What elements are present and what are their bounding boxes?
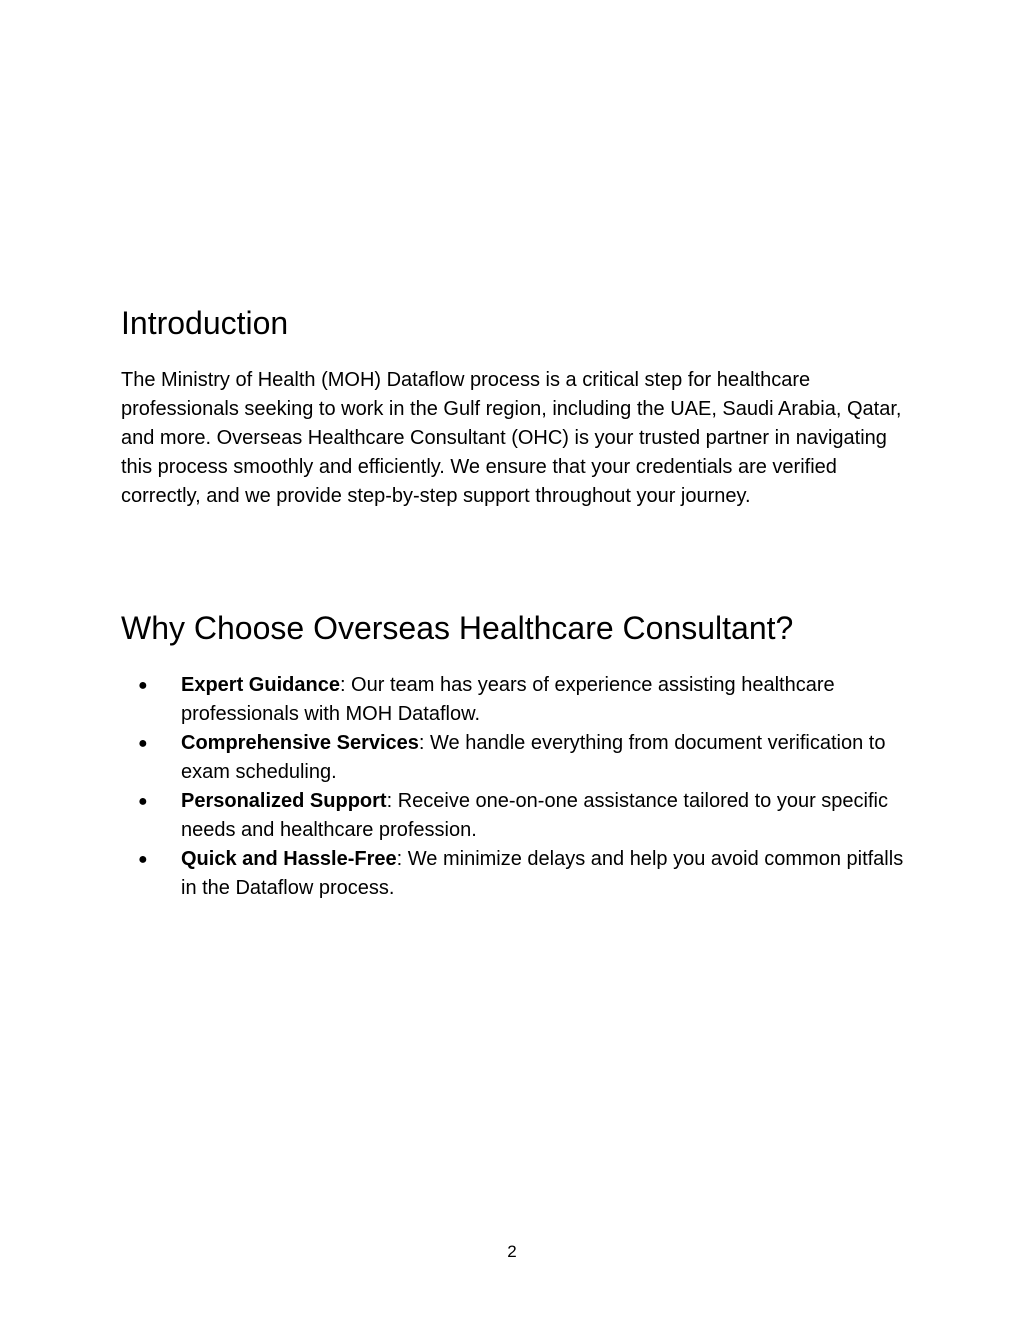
bullet-icon: ● xyxy=(138,677,148,694)
list-item-term: Expert Guidance xyxy=(181,674,340,696)
list-item xyxy=(121,787,911,845)
bullet-icon: ● xyxy=(138,793,148,810)
bullet-icon: ● xyxy=(138,851,148,868)
benefits-list xyxy=(121,671,911,903)
list-item-term: Quick and Hassle-Free xyxy=(181,848,397,870)
list-item-text: : We handle everything from document verification to exam scheduling. xyxy=(181,732,886,783)
list-item xyxy=(121,729,911,787)
list-item-text: : Receive one-on-one assistance tailored to your specific needs and healthcare profession. xyxy=(181,790,888,841)
list-item xyxy=(121,671,911,729)
bullet-icon: ● xyxy=(138,735,148,752)
introduction-paragraph: The Ministry of Health (MOH) Dataflow process is a critical step for healthcare professionals seeking to work in the Gulf region, including the UAE, Saudi Arabia, Qatar, and more. Overseas Healthcare Consultant (OHC) is your trusted partner in navigating this process smoothly and efficiently. We ensure that your credentials are verified correctly, and we provide step-by-step support throughout your journey. xyxy=(121,369,902,507)
list-item xyxy=(121,845,911,903)
list-item-text: : We minimize delays and help you avoid common pitfalls in the Dataflow process. xyxy=(181,848,904,899)
list-item-term: Personalized Support xyxy=(181,790,387,812)
why-choose-heading: Why Choose Overseas Healthcare Consultant? xyxy=(121,610,794,646)
introduction-heading: Introduction xyxy=(121,305,289,341)
list-item-term: Comprehensive Services xyxy=(181,732,419,754)
list-item-text: : Our team has years of experience assisting healthcare professionals with MOH Dataflow. xyxy=(181,674,835,725)
page-number: 2 xyxy=(507,1242,517,1261)
page-content xyxy=(121,300,911,903)
